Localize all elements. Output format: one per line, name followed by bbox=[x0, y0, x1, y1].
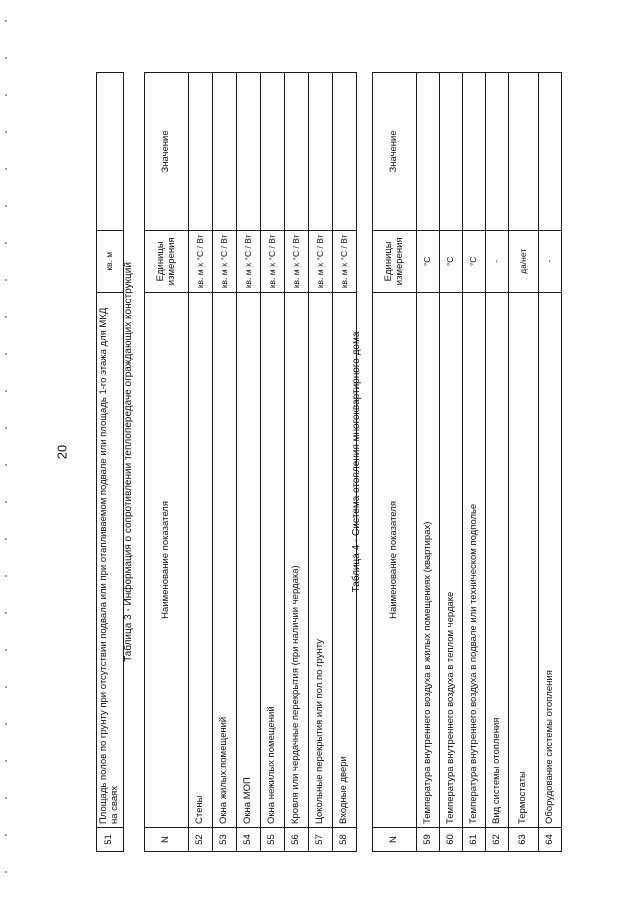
header-unit: Единицы измерения bbox=[373, 230, 417, 292]
scan-dot bbox=[5, 390, 7, 392]
scan-dot bbox=[5, 760, 7, 762]
header-value: Значение bbox=[373, 73, 417, 231]
scan-dot bbox=[5, 575, 7, 577]
indicator-name: Оборудование системы отопления bbox=[539, 292, 562, 827]
row-number: 56 bbox=[285, 828, 309, 852]
scan-dot bbox=[5, 464, 7, 466]
page-number: 20 bbox=[54, 444, 70, 460]
value-cell bbox=[97, 73, 124, 231]
unit-cell: °С bbox=[440, 230, 463, 292]
scan-dot bbox=[5, 538, 7, 540]
scan-dot bbox=[5, 871, 7, 873]
table-header-row bbox=[373, 73, 417, 852]
scan-dot bbox=[5, 612, 7, 614]
header-unit: Единицы измерения bbox=[145, 230, 189, 292]
unit-cell: кв. м х °С / Вт bbox=[189, 230, 213, 292]
table-row bbox=[539, 73, 562, 852]
value-cell bbox=[463, 73, 486, 231]
indicator-name: Кровля или чердачные перекрытия (при наличии чердака) bbox=[285, 292, 309, 827]
table-row bbox=[189, 73, 213, 852]
scan-dot bbox=[5, 649, 7, 651]
rotated-document bbox=[96, 72, 616, 852]
indicator-name: Цокольные перекрытия или пол по грунту bbox=[309, 292, 333, 827]
scan-dot bbox=[5, 279, 7, 281]
indicator-name: Окна нежилых помещений bbox=[261, 292, 285, 827]
indicator-name: Окна МОП bbox=[237, 292, 261, 827]
unit-cell: °С bbox=[417, 230, 440, 292]
unit-cell: °С bbox=[463, 230, 486, 292]
row-number: 58 bbox=[333, 828, 357, 852]
header-n: N bbox=[373, 828, 417, 852]
table-row bbox=[261, 73, 285, 852]
scan-dot bbox=[5, 427, 7, 429]
unit-cell: кв. м х °С / Вт bbox=[237, 230, 261, 292]
table-row bbox=[213, 73, 237, 852]
table-row bbox=[509, 73, 539, 852]
header-name: Наименование показателя bbox=[373, 292, 417, 827]
value-cell bbox=[486, 73, 509, 231]
row-number: 53 bbox=[213, 828, 237, 852]
value-cell bbox=[417, 73, 440, 231]
unit-cell: - bbox=[539, 230, 562, 292]
table-header-row bbox=[145, 73, 189, 852]
unit-cell: да/нет bbox=[509, 230, 539, 292]
value-cell bbox=[285, 73, 309, 231]
row-number: 51 bbox=[97, 828, 124, 852]
scan-dot bbox=[5, 797, 7, 799]
table4 bbox=[372, 72, 562, 852]
indicator-name: Температура внутреннего воздуха в теплом чердаке bbox=[440, 292, 463, 827]
row-number: 64 bbox=[539, 828, 562, 852]
value-cell bbox=[509, 73, 539, 231]
scan-dot bbox=[5, 205, 7, 207]
scan-dot bbox=[5, 723, 7, 725]
row-number: 52 bbox=[189, 828, 213, 852]
value-cell bbox=[189, 73, 213, 231]
scan-dot bbox=[5, 20, 7, 22]
table-row bbox=[440, 73, 463, 852]
indicator-name: Окна жилых помещений bbox=[213, 292, 237, 827]
row-number: 61 bbox=[463, 828, 486, 852]
scan-dot bbox=[5, 131, 7, 133]
indicator-name: Стены bbox=[189, 292, 213, 827]
indicator-name: Температура внутреннего воздуха в жилых помещениях (квартирах) bbox=[417, 292, 440, 827]
table3-caption: Таблица 3 - Информация о сопротивлении теплопередаче ограждающих конструкций bbox=[123, 262, 134, 662]
table-row bbox=[486, 73, 509, 852]
indicator-name: Площадь полов по грунту при отсутствии подвала или при отапливаемом подвале или площадь 1-го этажа для МКД на сваях bbox=[97, 292, 124, 827]
header-value: Значение bbox=[145, 73, 189, 231]
table3 bbox=[144, 72, 357, 852]
indicator-name: Вид системы отопления bbox=[486, 292, 509, 827]
unit-cell: кв. м х °С / Вт bbox=[333, 230, 357, 292]
row-number: 54 bbox=[237, 828, 261, 852]
row-number: 63 bbox=[509, 828, 539, 852]
scan-dot bbox=[5, 242, 7, 244]
scan-dot bbox=[5, 168, 7, 170]
table-row-51 bbox=[96, 72, 124, 852]
unit-cell: - bbox=[486, 230, 509, 292]
scan-dot bbox=[5, 316, 7, 318]
indicator-name: Термостаты bbox=[509, 292, 539, 827]
scan-dot bbox=[5, 353, 7, 355]
value-cell bbox=[237, 73, 261, 231]
value-cell bbox=[539, 73, 562, 231]
row-number: 62 bbox=[486, 828, 509, 852]
table-row bbox=[417, 73, 440, 852]
header-n: N bbox=[145, 828, 189, 852]
margin-dots bbox=[5, 0, 7, 905]
value-cell bbox=[309, 73, 333, 231]
value-cell bbox=[440, 73, 463, 231]
header-name: Наименование показателя bbox=[145, 292, 189, 827]
table-row bbox=[309, 73, 333, 852]
scan-dot bbox=[5, 94, 7, 96]
unit-cell: кв. м х °С / Вт bbox=[285, 230, 309, 292]
row-number: 60 bbox=[440, 828, 463, 852]
row-number: 57 bbox=[309, 828, 333, 852]
scan-dot bbox=[5, 834, 7, 836]
unit-cell: кв. м bbox=[97, 230, 124, 292]
table-row bbox=[237, 73, 261, 852]
unit-cell: кв. м х °С / Вт bbox=[261, 230, 285, 292]
scan-dot bbox=[5, 686, 7, 688]
value-cell bbox=[261, 73, 285, 231]
value-cell bbox=[213, 73, 237, 231]
table-row bbox=[285, 73, 309, 852]
table4-caption: Таблица 4 - Система отопления многоквартирного дома bbox=[351, 331, 362, 593]
row-number: 59 bbox=[417, 828, 440, 852]
scan-dot bbox=[5, 57, 7, 59]
unit-cell: кв. м х °С / Вт bbox=[213, 230, 237, 292]
unit-cell: кв. м х °С / Вт bbox=[309, 230, 333, 292]
scan-dot bbox=[5, 501, 7, 503]
indicator-name: Входные двери bbox=[333, 292, 357, 827]
indicator-name: Температура внутреннего воздуха в подвале или техническом подполье bbox=[463, 292, 486, 827]
table-row bbox=[463, 73, 486, 852]
row-number: 55 bbox=[261, 828, 285, 852]
